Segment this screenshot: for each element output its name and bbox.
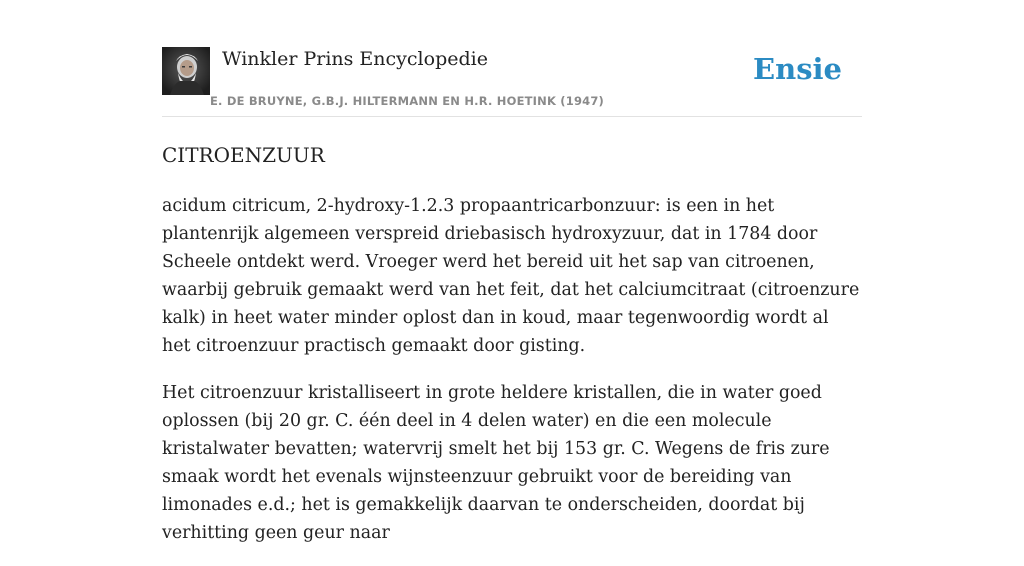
avatar[interactable] [162, 47, 210, 95]
header [162, 0, 862, 117]
authors-byline: E. DE BRUYNE, G.B.J. HILTERMANN EN H.R. HOETINK (1947) [210, 94, 605, 108]
article-paragraph: acidum citricum, 2-hydroxy-1.2.3 propaantricarbonzuur: is een in het plantenrijk algemeen verspreid driebasisch hydroxyzuur, dat in 1784 door Scheele ontdekt werd. Vroeger werd het bereid uit het sap van citroenen, waarbij gebruik gemaakt werd van het feit, dat het calciumcitraat (citroenzure kalk) in heet water minder oplost dan in koud, maar tegenwoordig wordt al het citroenzuur practisch gemaakt door gisting. [162, 196, 860, 356]
site-title[interactable]: Winkler Prins Encyclopedie [222, 48, 488, 70]
entry-title: CITROENZUUR [162, 143, 325, 167]
article-body [162, 192, 862, 566]
portrait-icon [162, 47, 210, 95]
article-paragraph: Het citroenzuur kristalliseert in grote heldere kristallen, die in water goed oplossen (bij 20 gr. C. één deel in 4 delen water) en die een molecule kristalwater bevatten; watervrij smelt het bij 153 gr. C. Wegens de fris zure smaak wordt het evenals wijnsteenzuur gebruikt voor de bereiding van limonades e.d.; het is gemakkelijk daarvan te onderscheiden, doordat bij verhitting geen geur naar [162, 383, 830, 543]
page-container [162, 0, 862, 543]
brand-logo-link[interactable]: Ensie [753, 52, 842, 86]
